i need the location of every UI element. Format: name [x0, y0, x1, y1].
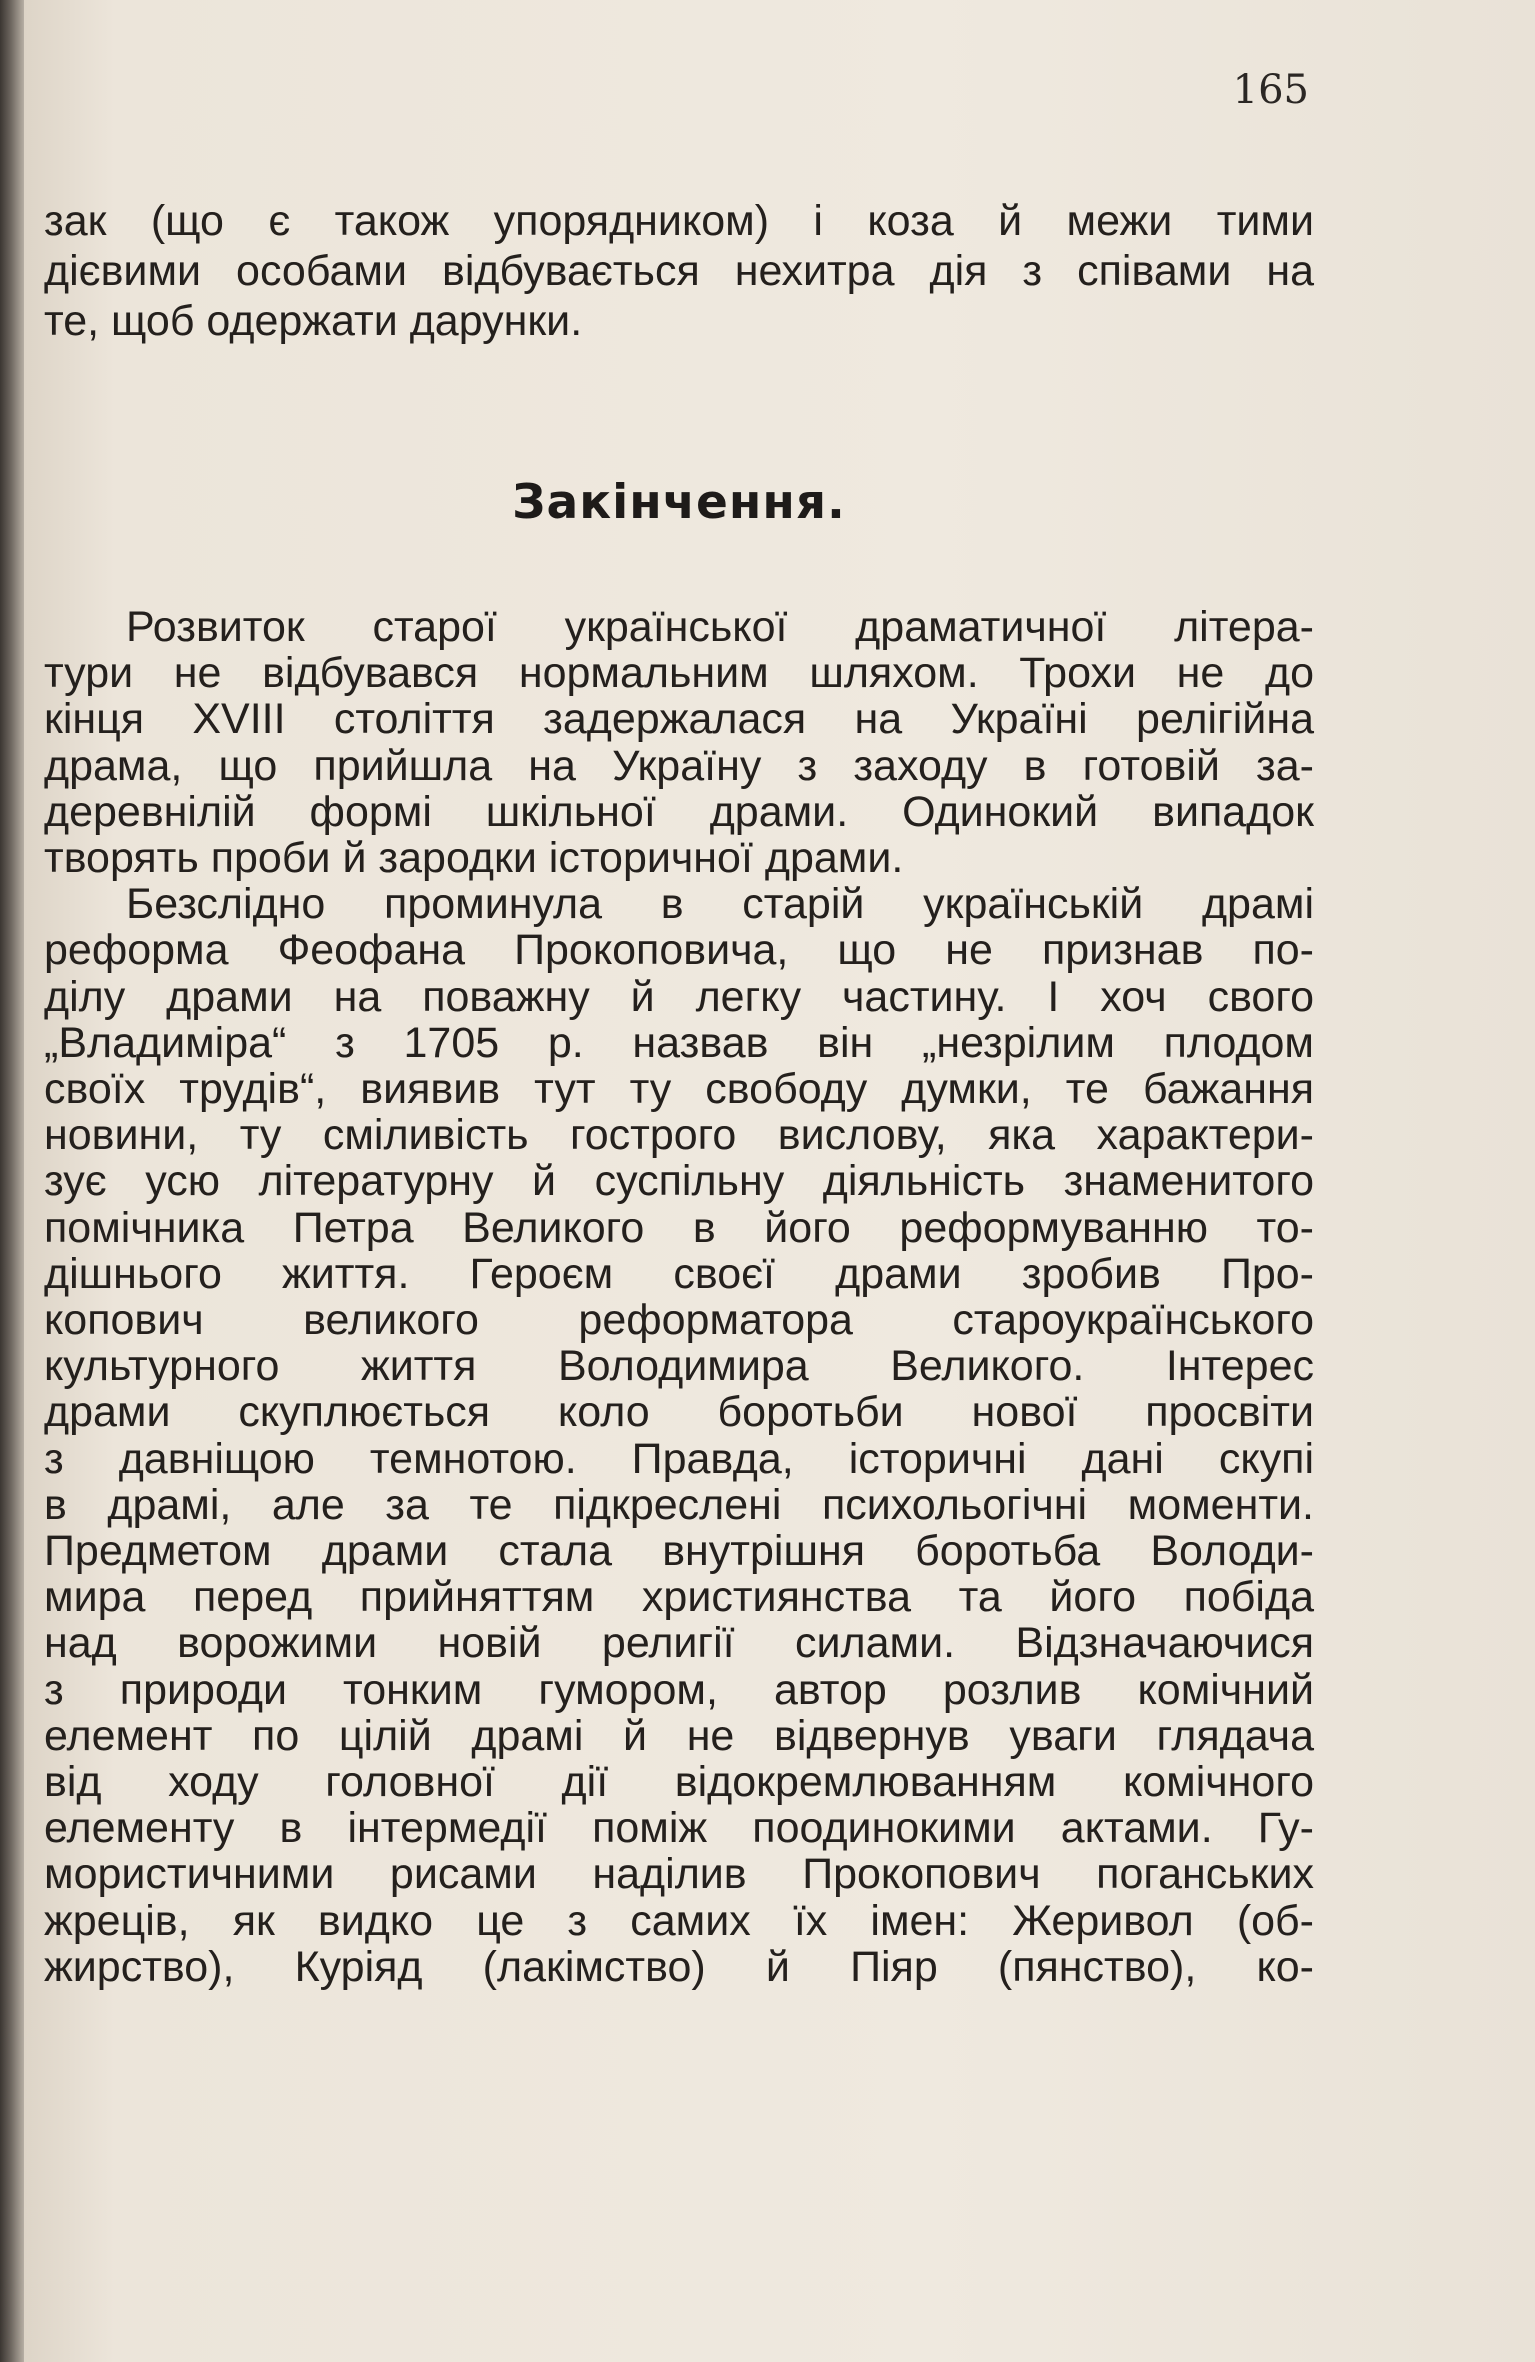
- text-line: мира перед прийняттям християнства та його побіда: [44, 1573, 1314, 1622]
- text-line: Безслідно проминула в старій українській драмі: [126, 880, 1314, 929]
- body-text: [44, 604, 1314, 1990]
- text-line: дієвими особами відбувається нехитра дія з співами на: [44, 247, 1314, 295]
- text-line: жирство), Куріяд (лакімство) й Піяр (пянство), ко-: [44, 1942, 1314, 1991]
- text-line: драми скуплюється коло боротьби нової просвіти: [44, 1388, 1314, 1437]
- text-line: Предметом драми стала внутрішня боротьба Володи-: [44, 1527, 1314, 1576]
- text-line: тури не відбувався нормальним шляхом. Трохи не до: [44, 649, 1314, 698]
- text-line: „Владиміра“ з 1705 р. назвав він „незрілим плодом: [44, 1018, 1314, 1067]
- lead-paragraph: [44, 196, 1314, 346]
- text-line: зак (що є також упорядником) і коза й межи тими: [44, 197, 1314, 245]
- text-line: копович великого реформатора староукраїнського: [44, 1296, 1314, 1345]
- text-line: Розвиток старої української драматичної літера-: [126, 603, 1314, 651]
- text-line: жреців, як видко це з самих їх імен: Жеривол (об-: [44, 1896, 1314, 1945]
- text-line: елементу в інтермедії поміж поодинокими актами. Гу-: [44, 1804, 1314, 1853]
- text-line: драма, що прийшла на Україну з заходу в готовій за-: [44, 741, 1314, 790]
- text-line: над ворожими новій религії силами. Відзначаючися: [44, 1619, 1314, 1668]
- text-line: з природи тонким гумором, автор розлив комічний: [44, 1665, 1314, 1714]
- page-number: 165: [1232, 67, 1309, 113]
- text-line: своїх трудів“, виявив тут ту свободу думки, те бажання: [44, 1065, 1314, 1114]
- text-line: мористичними рисами наділив Прокопович поганських: [44, 1850, 1314, 1899]
- text-line: дішнього життя. Героєм своєї драми зробив Про-: [44, 1249, 1314, 1298]
- text-line: від ходу головної дії відокремлюванням комічного: [44, 1758, 1314, 1807]
- text-line: культурного життя Володимира Великого. Інтерес: [44, 1342, 1314, 1391]
- text-line: новини, ту сміливість гострого вислову, яка характери-: [44, 1111, 1314, 1160]
- text-line: в драмі, але за те підкреслені психольогічні моменти.: [44, 1480, 1314, 1529]
- text-line: те, щоб одержати дарунки.: [44, 297, 583, 345]
- book-binding-edge: [0, 0, 24, 2362]
- text-line: помічника Петра Великого в його реформуванню то-: [44, 1203, 1314, 1252]
- text-line: кінця XVIII століття задержалася на Україні релігійна: [44, 695, 1314, 744]
- text-line: зує усю літературну й суспільну діяльність знаменитого: [44, 1157, 1314, 1206]
- text-line: ділу драми на поважну й легку частину. І хоч свого: [44, 972, 1314, 1021]
- text-line: творять проби й зародки історичної драми.: [44, 834, 904, 883]
- section-heading: Закінчення.: [512, 475, 846, 530]
- text-line: елемент по цілій драмі й не відвернув уваги глядача: [44, 1711, 1314, 1760]
- text-line: з давніщою темнотою. Правда, історичні дані скупі: [44, 1434, 1314, 1483]
- book-page: [24, 0, 1535, 2362]
- text-line: реформа Феофана Прокоповича, що не признав по-: [44, 926, 1314, 975]
- text-line: деревнілій формі шкільної драми. Одинокий випадок: [44, 787, 1314, 836]
